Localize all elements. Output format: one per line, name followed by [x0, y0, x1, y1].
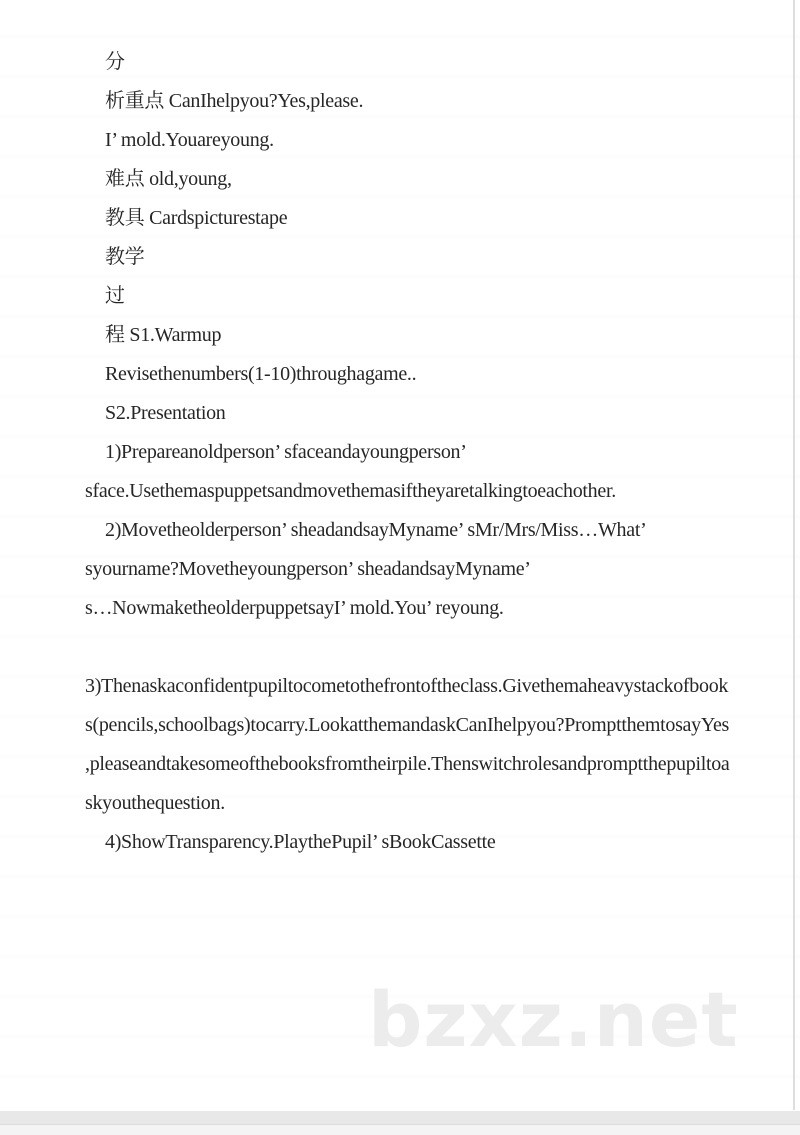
- text-line: S2.Presentation: [105, 402, 226, 424]
- bottom-light-band: [0, 1124, 800, 1135]
- text-line: ,pleaseandtakesomeofthebooksfromtheirpile.Thenswitchrolesandpromptthepupiltoa: [85, 753, 730, 775]
- text-line: skyouthequestion.: [85, 792, 225, 814]
- text-line: 过: [105, 285, 125, 307]
- document-body: [85, 43, 785, 862]
- text-line: s(pencils,schoolbags)tocarry.LookatthemandaskCanIhelpyou?PromptthemtosayYes: [85, 714, 730, 736]
- text-line: sface.Usethemaspuppetsandmovethemasiftheyaretalkingtoeachother.: [85, 480, 616, 502]
- text-line: Revisethenumbers(1-10)throughagame..: [105, 363, 417, 385]
- text-line: 1)Prepareanoldperson’ sfaceandayoungperson’: [105, 441, 467, 463]
- site-watermark: bzxz.net: [368, 975, 739, 1064]
- text-line: 分: [105, 51, 125, 73]
- text-line: s…NowmaketheolderpuppetsayI’ mold.You’ reyoung.: [85, 597, 504, 619]
- text-line: I’ mold.Youareyoung.: [105, 129, 274, 151]
- bottom-gray-band: [0, 1111, 800, 1124]
- text-line: 析重点 CanIhelpyou?Yes,please.: [105, 90, 364, 112]
- blank-line: [85, 628, 785, 667]
- page-right-edge: [793, 0, 795, 1110]
- text-line: 2)Movetheolderperson’ sheadandsayMyname’ sMr/Mrs/Miss…What’: [105, 519, 647, 541]
- text-line: 3)Thenaskaconfidentpupiltocometothefrontoftheclass.Givethemaheavystackofbook: [85, 675, 729, 697]
- text-line: 程 S1.Warmup: [105, 324, 222, 346]
- text-line: 4)ShowTransparency.PlaythePupil’ sBookCassette: [105, 831, 496, 853]
- text-line: 教学: [105, 246, 145, 268]
- text-line: 教具 Cardspicturestape: [105, 207, 288, 229]
- text-line: 难点 old,young,: [105, 168, 232, 190]
- text-line: syourname?Movetheyoungperson’ sheadandsayMyname’: [85, 558, 531, 580]
